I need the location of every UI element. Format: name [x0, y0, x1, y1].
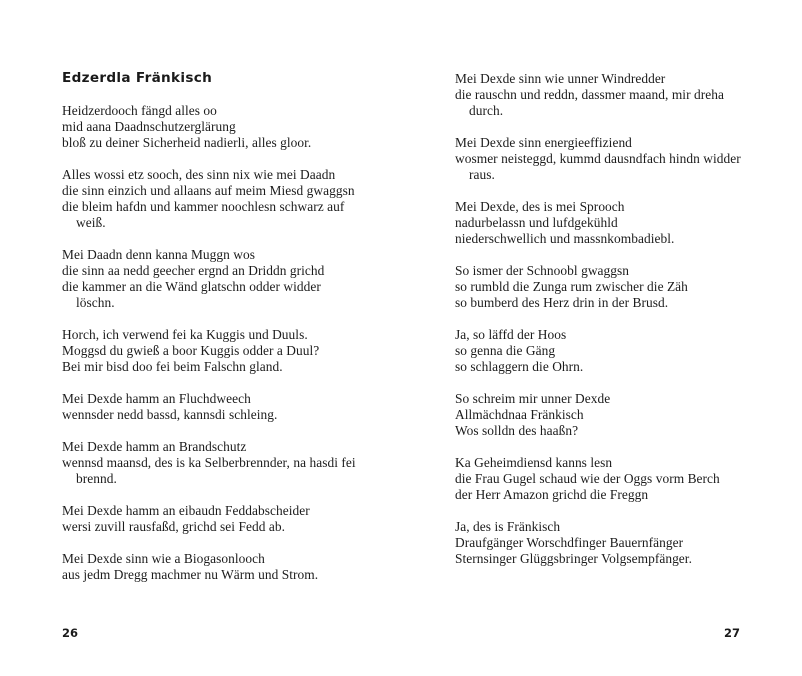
right-page: [400, 0, 802, 676]
left-stanzas: [62, 103, 362, 583]
verse-line: aus jedm Dregg machmer nu Wärm und Strom.: [62, 567, 319, 582]
verse-line-continuation: durch.: [469, 103, 504, 118]
verse-line: bloß zu deiner Sicherheid nadierli, alles gloor.: [62, 135, 312, 150]
stanza: [62, 167, 362, 231]
verse-line: Bei mir bisd doo fei beim Falschn gland.: [62, 359, 283, 374]
verse-line: Alles wossi etz sooch, des sinn nix wie mei Daadn: [62, 167, 336, 182]
verse-line: So ismer der Schnoobl gwaggsn: [455, 263, 630, 278]
verse-line: wennsd maansd, des is ka Selberbrennder, na hasdi fei: [62, 455, 356, 470]
verse-line: die sinn einzich und allaans auf meim Miesd gwaggsn: [62, 183, 355, 198]
page-number-left: 26: [62, 626, 79, 640]
verse-line: Mei Dexde hamm an Fluchdweech: [62, 391, 251, 406]
left-page: [0, 0, 400, 676]
stanza: [455, 135, 755, 183]
verse-line: Mei Dexde sinn energieeffiziend: [455, 135, 632, 150]
right-stanzas: [455, 71, 755, 567]
left-poem-column: [62, 70, 362, 599]
verse-line: so schlaggern die Ohrn.: [455, 359, 584, 374]
stanza: [455, 519, 755, 567]
verse-line: Ja, so läffd der Hoos: [455, 327, 567, 342]
verse-line: Ja, des is Fränkisch: [455, 519, 561, 534]
right-poem-column: [455, 71, 755, 583]
stanza: [62, 503, 362, 535]
stanza: [62, 391, 362, 423]
verse-line: Draufgänger Worschdfinger Bauernfänger: [455, 535, 684, 550]
verse-line: die sinn aa nedd geecher ergnd an Driddn grichd: [62, 263, 325, 278]
verse-line: die kammer an die Wänd glatschn odder widder: [62, 279, 321, 294]
verse-line: Sternsinger Glüggsbringer Volgsempfänger.: [455, 551, 692, 566]
stanza: [62, 247, 362, 311]
verse-line-continuation: raus.: [469, 167, 495, 182]
verse-line: Mei Dexde sinn wie a Biogasonlooch: [62, 551, 265, 566]
stanza: [62, 439, 362, 487]
stanza: [455, 455, 755, 503]
verse-line: Moggsd du gwieß a boor Kuggis odder a Duul?: [62, 343, 320, 358]
verse-line: Mei Dexde sinn wie unner Windredder: [455, 71, 666, 86]
verse-line: Horch, ich verwend fei ka Kuggis und Duuls.: [62, 327, 308, 342]
verse-line: nadurbelassn und lufdgekühld: [455, 215, 618, 230]
verse-line: wennsder nedd bassd, kannsdi schleing.: [62, 407, 278, 422]
verse-line: der Herr Amazon grichd die Freggn: [455, 487, 649, 502]
stanza: [455, 391, 755, 439]
verse-line: die bleim hafdn und kammer noochlesn schwarz auf: [62, 199, 345, 214]
verse-line: Mei Daadn denn kanna Muggn wos: [62, 247, 256, 262]
verse-line: Wos solldn des haaßn?: [455, 423, 579, 438]
verse-line: So schreim mir unner Dexde: [455, 391, 611, 406]
stanza: [455, 263, 755, 311]
verse-line-continuation: weiß.: [76, 215, 106, 230]
verse-line: Mei Dexde, des is mei Sprooch: [455, 199, 625, 214]
verse-line: so bumberd des Herz drin in der Brusd.: [455, 295, 669, 310]
verse-line-continuation: brennd.: [76, 471, 117, 486]
poem-title: Edzerdla Fränkisch: [62, 70, 213, 86]
stanza: [455, 71, 755, 119]
verse-line: Heidzerdooch fängd alles oo: [62, 103, 217, 118]
verse-line: Mei Dexde hamm an Brandschutz: [62, 439, 247, 454]
stanza: [62, 327, 362, 375]
stanza: [455, 199, 755, 247]
verse-line-continuation: löschn.: [76, 295, 115, 310]
stanza: [62, 551, 362, 583]
stanza: [62, 103, 362, 151]
stanza: [455, 327, 755, 375]
verse-line: Mei Dexde hamm an eibaudn Feddabscheider: [62, 503, 310, 518]
page-number-right: 27: [724, 626, 741, 640]
verse-line: die Frau Gugel schaud wie der Oggs vorm Berch: [455, 471, 720, 486]
verse-line: mid aana Daadnschutzerglärung: [62, 119, 236, 134]
verse-line: die rauschn und reddn, dassmer maand, mir dreha: [455, 87, 724, 102]
verse-line: wersi zuvill rausfaßd, grichd sei Fedd ab.: [62, 519, 285, 534]
verse-line: so genna die Gäng: [455, 343, 556, 358]
verse-line: Ka Geheimdiensd kanns lesn: [455, 455, 613, 470]
verse-line: niederschwellich und massnkombadiebl.: [455, 231, 675, 246]
verse-line: so rumbld die Zunga rum zwischer die Zäh: [455, 279, 688, 294]
verse-line: wosmer neisteggd, kummd dausndfach hindn widder: [455, 151, 741, 166]
verse-line: Allmächdnaa Fränkisch: [455, 407, 584, 422]
